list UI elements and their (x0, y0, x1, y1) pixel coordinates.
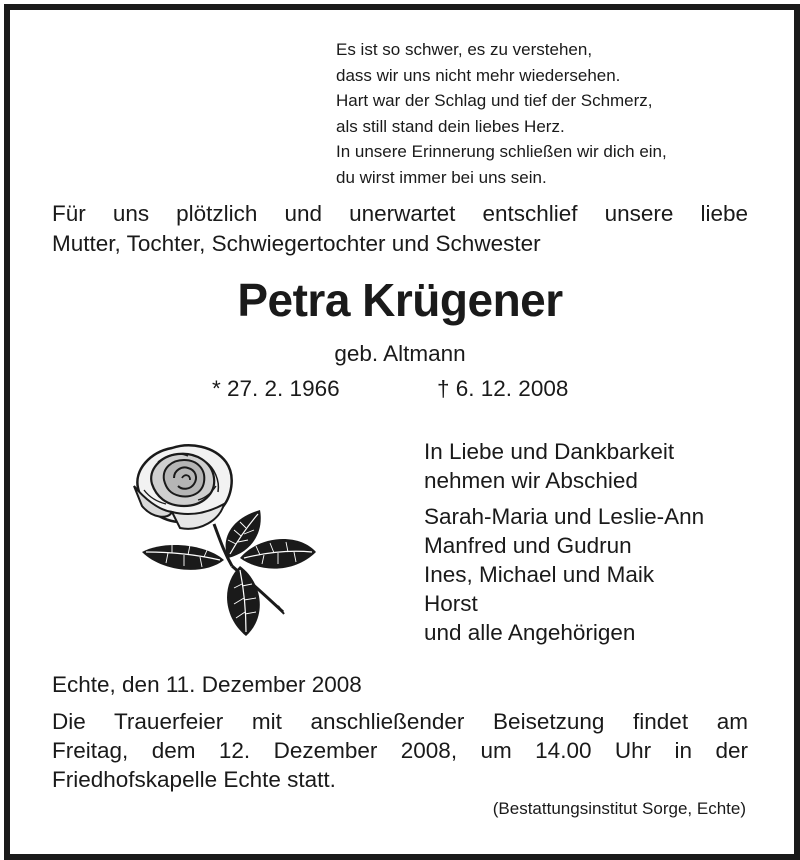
poem-line: dass wir uns nicht mehr wiedersehen. (336, 65, 621, 85)
funeral-service-text (52, 707, 748, 794)
service-line: Freitag, dem 12. Dezember 2008, um 14.00 Uhr in der (52, 738, 748, 763)
service-line: Die Trauerfeier mit anschließender Beisetzung findet am (52, 709, 748, 734)
farewell-line: In Liebe und Dankbarkeit (424, 439, 675, 464)
poem-line: du wirst immer bei uns sein. (336, 167, 547, 187)
birth-date: * 27. 2. 1966 (212, 376, 340, 401)
death-date: † 6. 12. 2008 (437, 376, 569, 401)
intro-text (52, 199, 748, 259)
deceased-name: Petra Krügener (237, 274, 563, 326)
poem-line: Hart war der Schlag und tief der Schmerz, (336, 91, 653, 110)
rose-icon (128, 440, 323, 640)
poem-line: Es ist so schwer, es zu verstehen, (336, 40, 593, 59)
mourner-name: Ines, Michael und Maik (424, 562, 655, 587)
mourner-name: Sarah-Maria und Leslie-Ann (424, 504, 705, 529)
poem-line: In unsere Erinnerung schließen wir dich ein, (336, 142, 667, 161)
poem-line: als still stand dein liebes Herz. (336, 116, 565, 136)
mourner-name: Manfred und Gudrun (424, 533, 632, 558)
service-line: Friedhofskapelle Echte statt. (52, 767, 336, 792)
intro-line: Mutter, Tochter, Schwiegertochter und Schwester (52, 231, 541, 256)
mourner-name: Horst (424, 591, 478, 616)
intro-line: Für uns plötzlich und unerwartet entschlief unsere liebe (52, 201, 748, 226)
mourners (424, 437, 704, 647)
undertaker-credit: (Bestattungsinstitut Sorge, Echte) (492, 799, 746, 818)
farewell-line: nehmen wir Abschied (424, 468, 638, 493)
mourner-name: und alle Angehörigen (424, 620, 636, 645)
poem (336, 37, 667, 190)
maiden-name: geb. Altmann (334, 341, 466, 366)
place-date: Echte, den 11. Dezember 2008 (52, 672, 362, 697)
